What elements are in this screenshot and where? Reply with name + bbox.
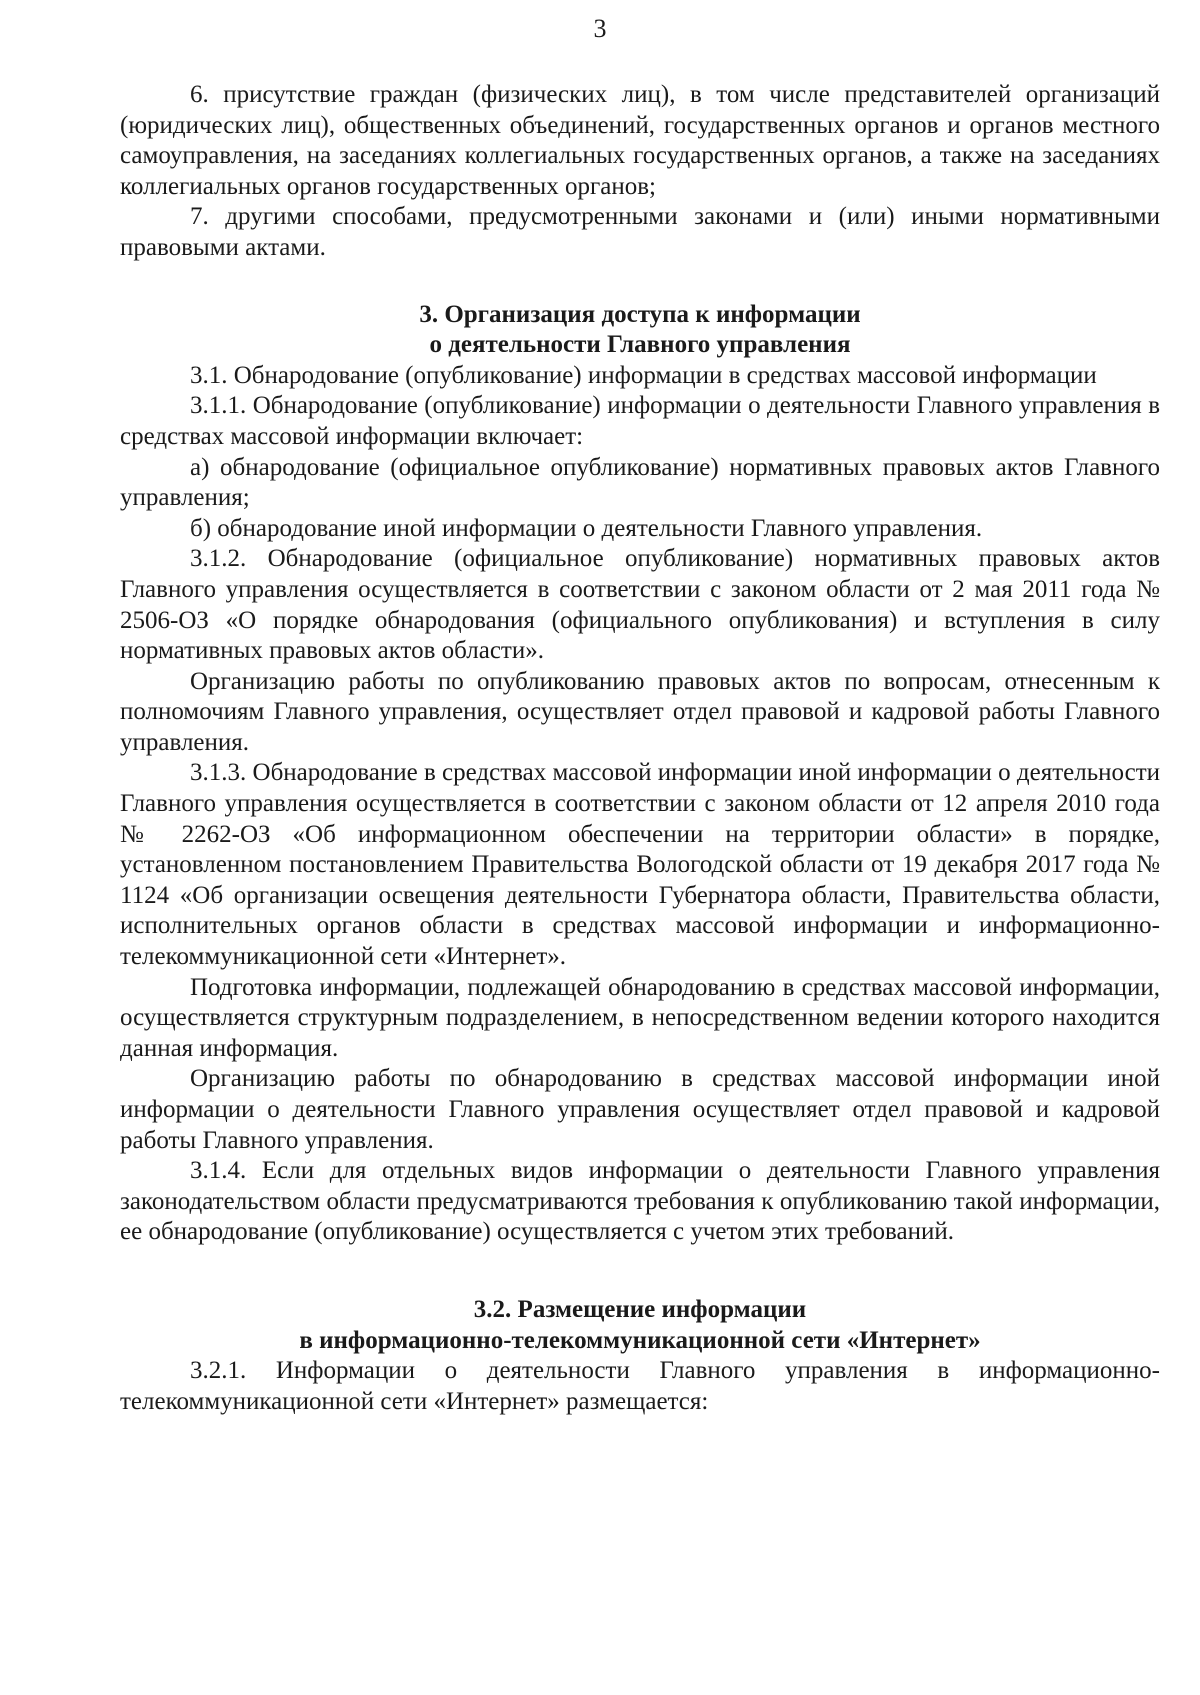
paragraph-3-1-1-a: а) обнародование (официальное опубликование) нормативных правовых актов Главного управления; (120, 453, 1160, 512)
paragraph-3-2-1: 3.2.1. Информации о деятельности Главного управления в информационно-телекоммуникационной сети «Интернет» размещается: (120, 1357, 1160, 1415)
section-heading-3-2-line2: в информационно-телекоммуникационной сети «Интернет» (299, 1326, 981, 1354)
section-heading-3-2-line1: 3.2. Размещение информации (473, 1295, 807, 1323)
section-heading-3-line2: о деятельности Главного управления (429, 331, 851, 359)
document-body (120, 80, 1160, 1417)
paragraph-preparation: Подготовка информации, подлежащей обнародованию в средствах массовой информации, осуществляется структурным подразделением, в непосредственном ведении которого находится данная информация. (120, 973, 1160, 1062)
list-item-7: 7. другими способами, предусмотренными законами и (или) иными нормативными правовыми актами. (120, 203, 1160, 261)
list-item-6: 6. присутствие граждан (физических лиц), в том числе представителей организаций (юридических лиц), общественных объединений, государственных органов и органов местного самоуправления, на заседаниях коллегиальных государственных органов, а также на заседаниях коллегиальных органов государственных органов; (120, 81, 1160, 200)
paragraph-3-1-3: 3.1.3. Обнародование в средствах массовой информации иной информации о деятельности Главного управления осуществляется в соответствии с законом области от 12 апреля 2010 года № 2262-ОЗ «Об информационном обеспечении на территории области» в порядке, установленном постановлением Правительства Вологодской области от 19 декабря 2017 года № 1124 «Об организации освещения деятельности Губернатора области, Правительства области, исполнительных органов области в средствах массовой информации и информационно-телекоммуникационной сети «Интернет». (120, 759, 1160, 971)
paragraph-3-1: 3.1. Обнародование (опубликование) информации в средствах массовой информации (190, 361, 1097, 389)
paragraph-3-1-2: 3.1.2. Обнародование (официальное опубликование) нормативных правовых актов Главного управления осуществляется в соответствии с законом области от 2 мая 2011 года № 2506-ОЗ «О порядке обнародования (официального опубликования) и вступления в силу нормативных правовых актов области». (120, 545, 1160, 665)
paragraph-organization-disclosure: Организацию работы по обнародованию в средствах массовой информации иной информации о деятельности Главного управления осуществляет отдел правовой и кадровой работы Главного управления. (120, 1065, 1160, 1154)
section-heading-3 (120, 300, 1160, 361)
page-number: 3 (593, 14, 607, 43)
paragraph-organization-publication: Организацию работы по опубликованию правовых актов по вопросам, отнесенным к полномочиям Главного управления, осуществляет отдел правовой и кадровой работы Главного управления. (120, 667, 1160, 756)
paragraph-3-1-1-b: б) обнародование иной информации о деятельности Главного управления. (190, 514, 983, 542)
paragraph-3-1-1: 3.1.1. Обнародование (опубликование) информации о деятельности Главного управления в средствах массовой информации включает: (120, 392, 1160, 450)
section-heading-3-line1: 3. Организация доступа к информации (419, 300, 861, 328)
paragraph-3-1-4: 3.1.4. Если для отдельных видов информации о деятельности Главного управления законодательством области предусматриваются требования к опубликованию такой информации, ее обнародование (опубликование) осуществляется с учетом этих требований. (120, 1157, 1160, 1246)
section-heading-3-2 (120, 1295, 1160, 1356)
